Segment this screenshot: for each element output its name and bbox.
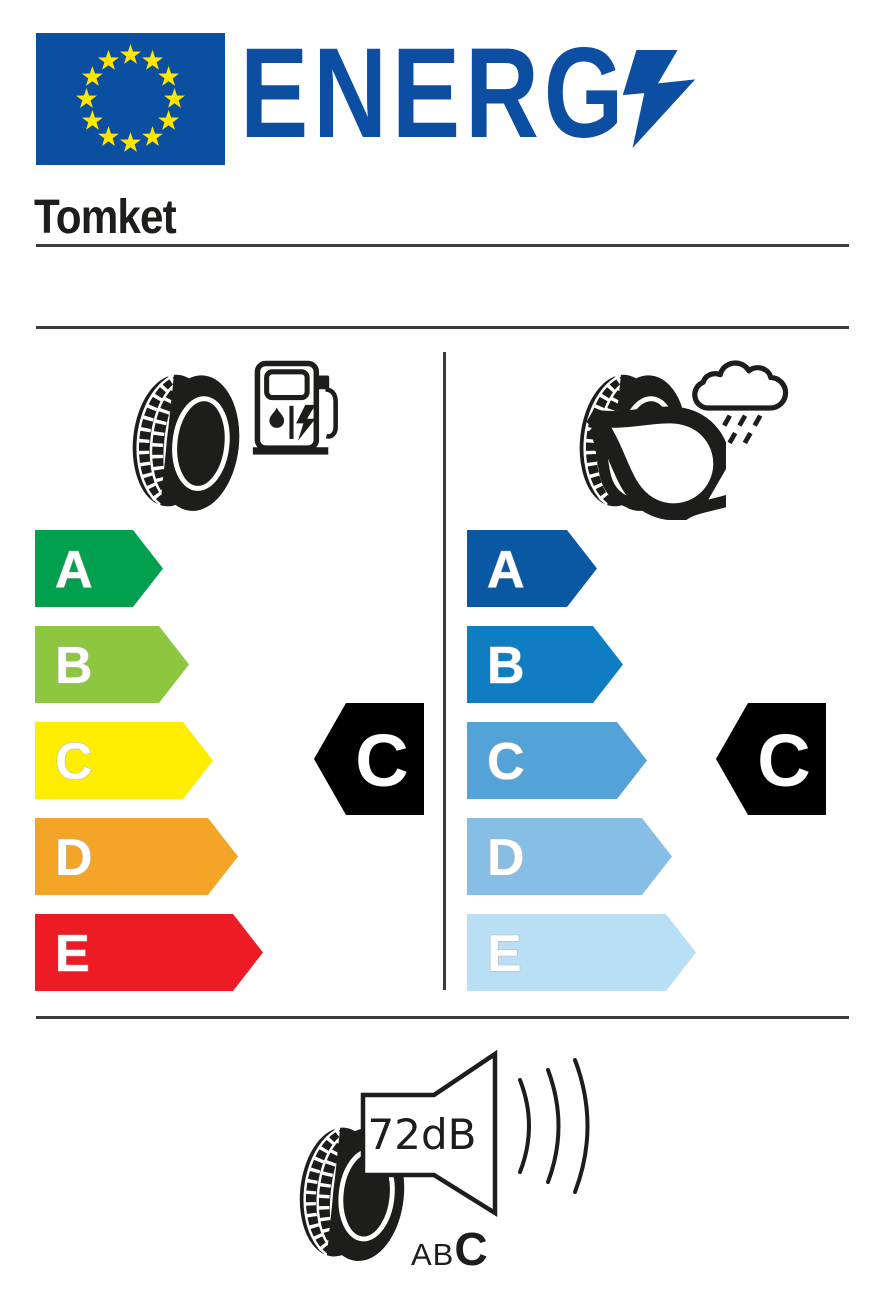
svg-text:C: C [55,733,93,791]
svg-text:C: C [487,733,525,791]
wet-grip-rating-arrow [716,703,826,815]
fuel-class-arrow-d [35,818,238,895]
lightning-bolt-icon [622,50,696,148]
svg-text:B: B [55,637,93,695]
divider-line-bottom [36,1016,849,1019]
divider-line-top [36,244,849,247]
eu-flag-icon [36,33,225,165]
tire-icon [130,370,242,515]
noise-class [411,1222,488,1276]
wet-grip-class-arrow-b [467,626,623,703]
svg-text:A: A [55,541,93,599]
fuel-class-arrow-b [35,626,189,703]
fuel-rating-arrow [314,703,424,815]
divider-line-mid [36,326,849,329]
svg-text:C: C [355,719,409,802]
wet-grip-class-arrow-c [467,722,647,799]
fuel-class-arrow-c [35,722,213,799]
fuel-class-arrow-a [35,530,163,607]
fuel-class-arrow-e [35,914,263,991]
column-divider [443,352,446,990]
svg-text:E: E [487,925,522,983]
svg-text:C: C [757,719,811,802]
svg-text:E: E [55,925,90,983]
brand-name: Tomket [34,191,176,244]
svg-text:D: D [55,829,93,887]
noise-class-scale: AB [411,1237,455,1272]
svg-text:A: A [487,541,525,599]
wet-grip-class-arrow-e [467,914,696,991]
wet-grip-class-arrow-a [467,530,597,607]
noise-rating: C [454,1223,488,1275]
rain-cloud-icon [684,348,789,448]
energ-logo-text: ENERG [240,21,629,165]
wet-grip-class-arrow-d [467,818,672,895]
svg-text:B: B [487,637,525,695]
fuel-pump-icon [251,352,343,456]
noise-db-value: 72dB [367,1110,477,1159]
svg-text:D: D [487,829,525,887]
